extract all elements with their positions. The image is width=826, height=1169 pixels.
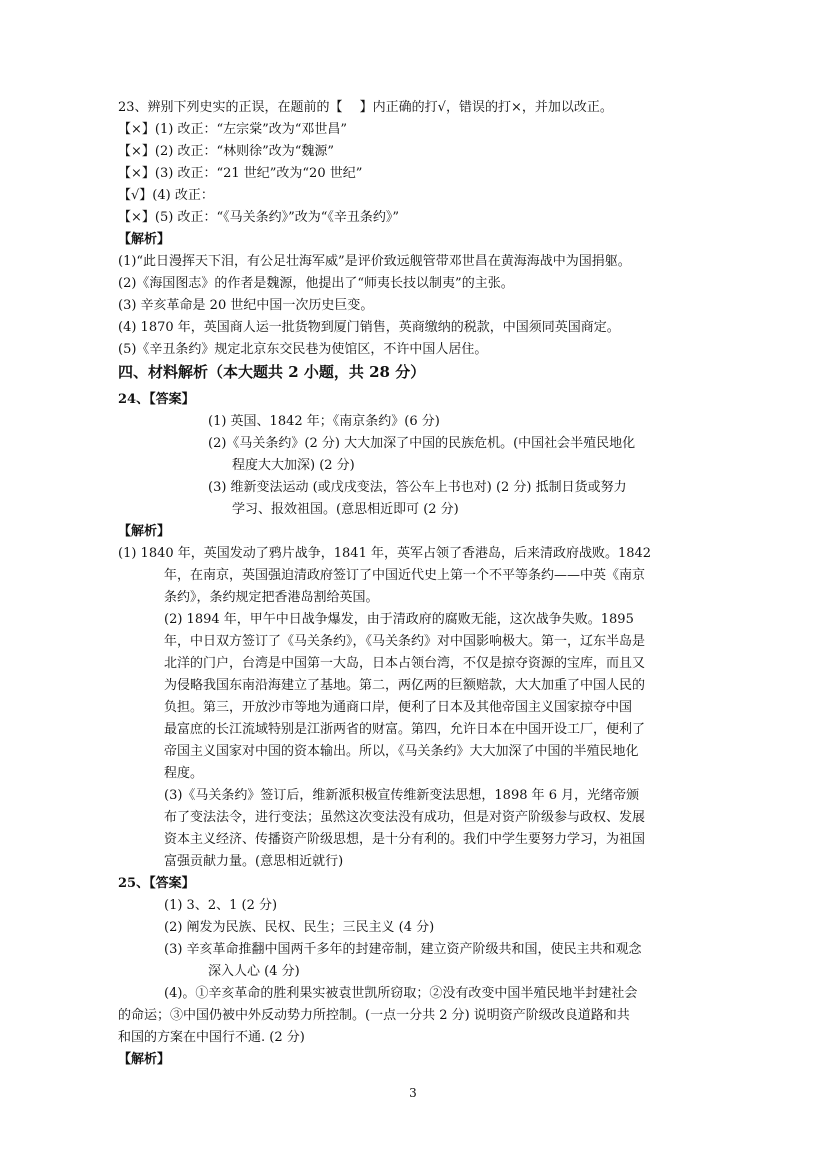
q23-item-1: 【×】(1) 改正：“左宗棠”改为“邓世昌”	[118, 122, 348, 137]
q24-analysis-2: 年，在南京，英国强迫清政府签订了中国近代史上第一个不平等条约——中英《南京	[164, 568, 646, 583]
q23-item-3: 【×】(3) 改正：“21 世纪”改为“20 世纪”	[118, 166, 363, 181]
q23-analysis-2: (2)《海国图志》的作者是魏源，他提出了“师夷长技以制夷”的主张。	[118, 276, 514, 291]
q23-analysis-3: (3) 辛亥革命是 20 世纪中国一次历史巨变。	[118, 298, 374, 313]
q23-analysis-5: (5)《辛丑条约》规定北京东交民巷为使馆区，不许中国人居住。	[118, 342, 488, 357]
q24-analysis-13: 布了变法法令，进行变法；虽然这次变法没有成功，但是对资产阶级参与政权、发展	[164, 810, 646, 825]
q23-analysis-1: (1)“此日漫挥天下泪，有公足壮海军威”是评价致远舰管带邓世昌在黄海海战中为国捐躯。	[118, 254, 631, 269]
q24-answer-2: (2)《马关条约》(2 分) 大大加深了中国的民族危机。(中国社会半殖民地化	[208, 436, 636, 451]
q23-analysis-4: (4) 1870 年，英国商人运一批货物到厦门销售，英商缴纳的税款，中国须同英国商定。	[118, 320, 620, 335]
q25-answer-3-cont: 深入人心 (4 分)	[208, 964, 300, 979]
q25-answer-4-cont-2: 和国的方案在中国行不通. (2 分)	[118, 1030, 305, 1045]
q24-analysis-7: 为侵略我国东南沿海建立了基地。第二，两亿两的巨额赔款，大大加重了中国人民的	[164, 678, 646, 693]
q24-analysis-6: 北洋的门户，台湾是中国第一大岛，日本占领台湾，不仅是掠夺资源的宝库，而且又	[164, 656, 646, 671]
q23-item-5: 【×】(5) 改正：“《马关条约》”改为“《辛丑条约》”	[118, 210, 400, 225]
q23-item-4: 【√】(4) 改正：	[118, 188, 214, 203]
q24-analysis-1: (1) 1840 年，英国发动了鸦片战争，1841 年，英军占领了香港岛，后来清政府战败。1842	[118, 546, 652, 561]
q24-answer-2-cont: 程度大大加深) (2 分)	[232, 458, 355, 473]
q25-answer-3: (3) 辛亥革命推翻中国两千多年的封建帝制，建立资产阶级共和国，使民主共和观念	[164, 942, 642, 957]
q23-item-2: 【×】(2) 改正：“林则徐”改为“魏源”	[118, 144, 335, 159]
q24-analysis-3: 条约》，条约规定把香港岛割给英国。	[164, 590, 379, 605]
q24-answer-3: (3) 维新变法运动 (或戊戌变法，答公车上书也对) (2 分) 抵制日货或努力	[208, 480, 627, 495]
section-4-heading: 四、材料解析（本大题共 2 小题，共 28 分）	[118, 363, 426, 381]
q24-answer-label: 24、【答案】	[118, 392, 195, 407]
q25-answer-4: (4)。①辛亥革命的胜利果实被袁世凯所窃取；②没有改变中国半殖民地半封建社会	[164, 986, 638, 1001]
q24-analysis-12: (3)《马关条约》签订后，维新派积极宣传维新变法思想，1898 年 6 月，光绪帝颁	[164, 788, 640, 803]
q23-prompt: 23、辨别下列史实的正误，在题前的【 】内正确的打√，错误的打×，并加以改正。	[118, 100, 613, 115]
q24-analysis-14: 资本主义经济、传播资产阶级思想，是十分有利的。我们中学生要努力学习，为祖国	[164, 832, 646, 847]
q24-analysis-15: 富强贡献力量。(意思相近就行)	[164, 854, 344, 869]
q24-analysis-label: 【解析】	[118, 524, 171, 539]
q23-analysis-label: 【解析】	[118, 232, 171, 247]
q24-analysis-9: 最富庶的长江流域特别是江浙两省的财富。第四，允许日本在中国开设工厂，便利了	[164, 722, 646, 737]
page-number: 3	[409, 1086, 417, 1100]
q24-analysis-10: 帝国主义国家对中国的资本输出。所以，《马关条约》大大加深了中国的半殖民地化	[164, 744, 639, 759]
q24-answer-3-cont: 学习、报效祖国。(意思相近即可 (2 分)	[232, 502, 459, 517]
q24-analysis-5: 年，中日双方签订了《马关条约》，《马关条约》对中国影响极大。第一，辽东半岛是	[164, 634, 646, 649]
q25-analysis-label: 【解析】	[118, 1052, 171, 1067]
q25-answer-label: 25、【答案】	[118, 876, 195, 891]
q24-analysis-11: 程度。	[164, 766, 204, 781]
q24-analysis-8: 负担。第三，开放沙市等地为通商口岸，便利了日本及其他帝国主义国家掠夺中国	[164, 700, 633, 715]
q24-analysis-4: (2) 1894 年，甲午中日战争爆发，由于清政府的腐败无能，这次战争失败。1895	[164, 612, 634, 627]
q24-answer-1: (1) 英国、1842 年；《南京条约》(6 分)	[208, 414, 440, 429]
q25-answer-1: (1) 3、2、1 (2 分)	[164, 898, 278, 913]
q25-answer-2: (2) 阐发为民族、民权、民生；三民主义 (4 分)	[164, 920, 435, 935]
q25-answer-4-cont-1: 的命运；③中国仍被中外反动势力所控制。(一点一分共 2 分) 说明资产阶级改良道路和共	[118, 1008, 630, 1023]
